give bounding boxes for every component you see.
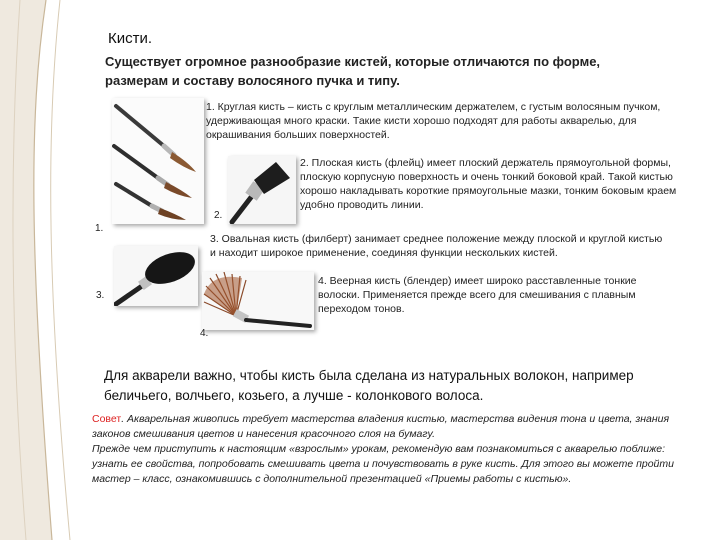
brush-3-description: 3. Овальная кисть (филберт) занимает среднее положение между плоской и круглой кистью и находит широкое применение, соединяя функции нескольких кистей. — [210, 233, 663, 259]
fan-brush-image — [202, 272, 314, 330]
round-brush-image — [112, 98, 204, 224]
intro-text: Существует огромное разнообразие кистей, которые отличаются по форме, размерам и составу волосяного пучка и типу. — [105, 54, 601, 88]
brush-3-number: 3. — [96, 290, 105, 301]
tip-label: Совет — [92, 413, 122, 425]
brush-1-description: 1. Круглая кисть – кисть с круглым металлическим держателем, с густым волосяным пучком, удерживающая много краски. Такие кисти хорошо подходят для работы акварелью, для окрашивания больших поверхностей. — [206, 101, 661, 141]
brush-1-number: 1. — [95, 223, 104, 234]
oval-brush-image — [114, 246, 198, 306]
slide-title: Кисти. — [108, 30, 153, 47]
brush-4-description: 4. Веерная кисть (блендер) имеет широко расставленные тонкие волоски. Применяется прежде всего для смешивания с плавным переходом тонов. — [318, 275, 637, 315]
decorative-border — [0, 0, 78, 540]
flat-brush-image — [228, 156, 296, 224]
tip-text-2: Прежде чем приступить к настоящим «взрослым» урокам, рекомендую вам познакомиться с акварелью поближе: узнать ее свойства, попробовать смешивать цвета и почувствовать в руке кисть. Для этого вы можете пройти мастер – класс, ознакомившись с дополнительной презентацией «Приемы работы с кистью». — [92, 443, 674, 485]
brush-2-description: 2. Плоская кисть (флейц) имеет плоский держатель прямоугольной формы, плоскую корпусную поверхность и очень тонкий боковой край. Такой кистью хорошо накладывать короткие прямоугольные мазки, тонким боковым краем удобно проводить линии. — [300, 157, 677, 211]
tip-text-1: . Акварельная живопись требует мастерства владения кистью, мастерства видения тона и цвета, знания законов смешивания цветов и нанесения красочного слоя на бумагу. — [92, 413, 670, 440]
brush-4-number: 4. — [200, 328, 209, 339]
conclusion-text: Для акварели важно, чтобы кисть была сделана из натуральных волокон, например беличьего, волчьего, козьего, а лучше - колонкового волоса. — [104, 368, 634, 403]
brush-2-number: 2. — [214, 210, 223, 221]
tip-paragraph — [92, 412, 702, 487]
